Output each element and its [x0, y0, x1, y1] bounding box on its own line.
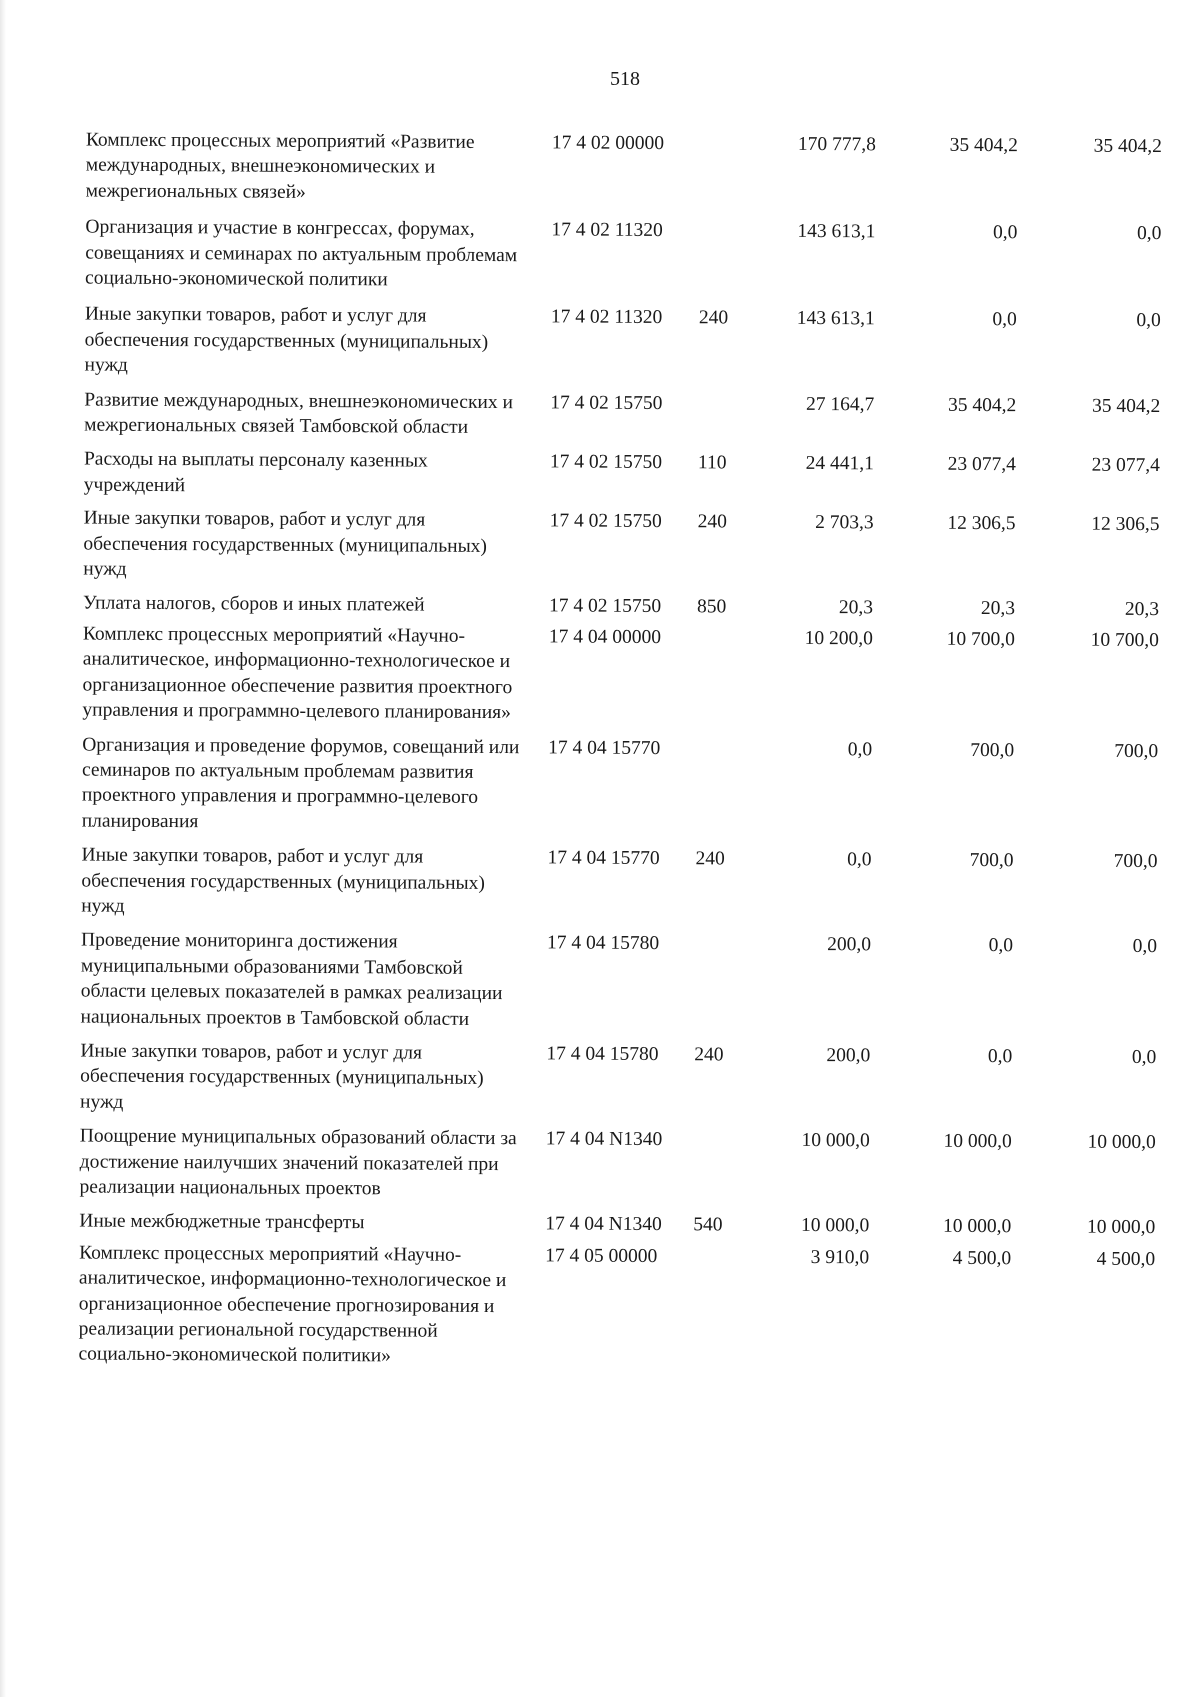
row-description: Организация и проведение форумов, совещаний или семинаров по актуальным проблемам развития проектного управления и программно-целевого планирования	[81, 734, 520, 832]
row-code: 17 4 02 15750	[549, 594, 662, 617]
row-value-2: 0,0	[992, 222, 1018, 244]
row-value-2: 10 000,0	[943, 1131, 1012, 1153]
table-row	[0, 1240, 1193, 1374]
row-value-3: 0,0	[1131, 1046, 1157, 1069]
row-value-3: 0,0	[1132, 936, 1158, 958]
row-value-1: 10 000,0	[800, 1215, 870, 1237]
row-code: 17 4 04 00000	[548, 626, 662, 648]
row-type: 240	[698, 307, 729, 329]
table-row	[0, 732, 1196, 841]
table-row	[0, 505, 1198, 589]
row-code: 17 4 02 11320	[551, 219, 663, 242]
row-value-2: 0,0	[992, 309, 1017, 331]
row-description: Поощрение муниципальных образований области за достижение наилучших значений показателей при реализации национальных проектов	[79, 1125, 517, 1200]
row-type: 110	[697, 452, 727, 474]
row-value-1: 3 910,0	[810, 1246, 870, 1269]
row-code: 17 4 02 00000	[551, 132, 665, 155]
row-code: 17 4 04 N1340	[545, 1213, 662, 1236]
row-value-3: 0,0	[1136, 310, 1161, 332]
row-type: 540	[693, 1214, 723, 1236]
row-description: Иные закупки товаров, работ и услуг для обеспечения государственных (муниципальных) нужд	[79, 1040, 484, 1113]
row-value-1: 200,0	[827, 934, 872, 956]
row-code: 17 4 04 15770	[548, 736, 661, 759]
row-value-2: 0,0	[988, 935, 1014, 957]
row-value-2: 12 306,5	[947, 513, 1016, 535]
row-code: 17 4 02 15750	[550, 392, 663, 414]
table-row	[0, 927, 1195, 1036]
table-row	[0, 1038, 1194, 1122]
row-value-2: 700,0	[970, 739, 1015, 761]
row-value-3: 20,3	[1124, 598, 1160, 620]
row-value-1: 143 613,1	[796, 308, 875, 330]
row-value-3: 12 306,5	[1091, 513, 1160, 536]
row-type: 240	[695, 848, 725, 870]
row-description: Иные закупки товаров, работ и услуг для обеспечения государственных (муниципальных) нужд	[83, 507, 488, 580]
table-row	[0, 589, 1197, 622]
budget-table	[0, 127, 1200, 1374]
row-type: 240	[697, 511, 727, 533]
row-value-3: 700,0	[1114, 740, 1159, 762]
page-number: 518	[610, 68, 640, 90]
row-code: 17 4 02 11320	[550, 306, 663, 329]
row-value-1: 24 441,1	[805, 453, 875, 475]
table-row	[0, 446, 1198, 504]
row-value-3: 35 404,2	[1092, 395, 1161, 417]
table-row	[0, 127, 1200, 211]
row-code: 17 4 04 15780	[546, 932, 660, 955]
row-value-1: 2 703,3	[815, 512, 874, 534]
row-value-1: 200,0	[826, 1045, 871, 1067]
row-value-3: 23 077,4	[1091, 455, 1161, 477]
table-row	[0, 214, 1199, 298]
row-value-2: 35 404,2	[949, 134, 1018, 157]
row-value-2: 10 000,0	[942, 1216, 1012, 1238]
row-type: 850	[697, 595, 727, 617]
row-value-2: 700,0	[969, 850, 1014, 872]
row-value-3: 10 700,0	[1090, 629, 1159, 651]
row-value-3: 35 404,2	[1093, 135, 1162, 158]
row-description: Иные межбюджетные трансферты	[79, 1210, 365, 1234]
table-row	[0, 301, 1199, 385]
row-value-2: 23 077,4	[947, 454, 1017, 476]
table-row	[0, 842, 1196, 926]
row-value-1: 10 000,0	[801, 1130, 870, 1152]
row-code: 17 4 04 N1340	[545, 1128, 663, 1151]
row-description: Расходы на выплаты персоналу казенных учреждений	[83, 448, 428, 497]
row-code: 17 4 02 15750	[549, 510, 662, 533]
row-value-1: 170 777,8	[797, 133, 876, 156]
row-description: Уплата налогов, сборов и иных платежей	[83, 592, 425, 616]
row-value-3: 4 500,0	[1096, 1248, 1156, 1270]
row-value-1: 0,0	[847, 738, 873, 760]
row-code: 17 4 04 15780	[546, 1043, 659, 1066]
row-description: Организация и участие в конгрессах, форумах, совещаниях и семинарах по актуальным проблемам социально-экономической политики	[85, 216, 518, 291]
row-code: 17 4 04 15770	[547, 847, 660, 870]
table-row	[0, 1208, 1193, 1241]
row-value-3: 10 000,0	[1086, 1217, 1156, 1239]
row-value-2: 10 700,0	[946, 628, 1015, 651]
row-description: Иные закупки товаров, работ и услуг для обеспечения государственных (муниципальных) нужд	[81, 844, 485, 917]
table-row	[0, 1123, 1194, 1207]
row-code: 17 4 05 00000	[545, 1245, 658, 1267]
row-value-3: 700,0	[1113, 850, 1158, 873]
row-description: Иные закупки товаров, работ и услуг для обеспечения государственных (муниципальных) нужд	[84, 303, 489, 377]
row-code: 17 4 02 15750	[549, 451, 663, 474]
row-value-2: 35 404,2	[948, 394, 1017, 416]
row-description: Комплекс процессных мероприятий «Развитие международных, внешнеэкономических и межрегиональных связей»	[85, 129, 475, 203]
row-value-1: 10 200,0	[804, 627, 873, 650]
row-description: Комплекс процессных мероприятий «Научно-аналитическое, информационно-технологическое и организационное обеспечение развития проектного управления и программно-целевого планирования»	[82, 623, 513, 724]
row-value-2: 20,3	[980, 597, 1016, 619]
table-row	[0, 621, 1197, 730]
row-value-1: 143 613,1	[797, 221, 876, 243]
row-value-1: 27 164,7	[806, 393, 875, 416]
row-description: Проведение мониторинга достижения муниципальными образованиями Тамбовской области целевых показателей в рамках реализации национальных проектов в Тамбовской области	[80, 929, 503, 1030]
row-description: Комплекс процессных мероприятий «Научно-аналитическое, информационно-технологическое и организационное обеспечение прогнозирования и реализации региональной государственной социально-экономической политики»	[78, 1242, 507, 1367]
row-value-2: 4 500,0	[952, 1247, 1012, 1270]
row-type: 240	[694, 1044, 724, 1066]
row-value-2: 0,0	[987, 1046, 1013, 1068]
row-value-3: 0,0	[1136, 223, 1162, 245]
row-value-1: 20,3	[838, 596, 874, 618]
row-value-1: 0,0	[847, 849, 872, 871]
table-row	[0, 387, 1198, 445]
row-value-3: 10 000,0	[1087, 1131, 1156, 1154]
row-description: Развитие международных, внешнеэкономических и межрегиональных связей Тамбовской области	[84, 389, 514, 438]
